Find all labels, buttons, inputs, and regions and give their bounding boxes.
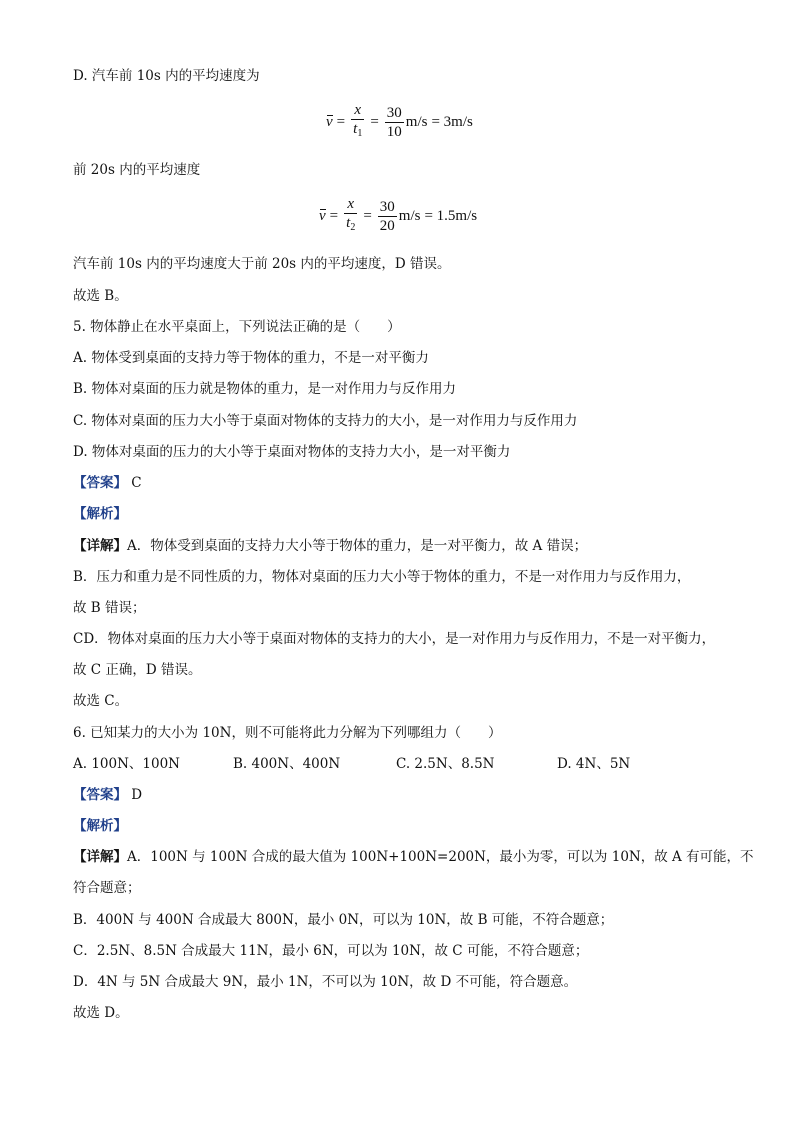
q6-option-c: C. 2.5N、8.5N bbox=[396, 756, 495, 772]
q6-option-a: A. 100N、100N bbox=[73, 756, 180, 772]
fraction-30-over-20: $\frac{30}{20}$ bbox=[379, 198, 395, 234]
formula-avg-speed-20s: v = $\frac{x}{t_2}$ = $\frac{30}{20}$ m/s = 1.5m/s bbox=[319, 195, 481, 237]
q5-option-b: B. 物体对桌面的压力就是物体的重力，是一对作用力与反作用力 bbox=[73, 381, 457, 397]
answer-tag: 【答案】 bbox=[73, 787, 127, 803]
q5-detail-line-5: 故 C 正确，D 错误。 bbox=[73, 662, 202, 678]
analysis-tag: 【解析】 bbox=[73, 506, 127, 522]
q4-d-mid: 前 20s 内的平均速度 bbox=[73, 162, 201, 178]
q5-answer: C bbox=[131, 475, 142, 491]
q5-option-a: A. 物体受到桌面的支持力等于物体的重力，不是一对平衡力 bbox=[73, 350, 429, 366]
q6-detail-line-5: D．4N 与 5N 合成最大 9N，最小 1N，不可以为 10N，故 D 不可能，符合题意。 bbox=[73, 974, 578, 990]
fraction-30-over-10: $\frac{30}{10}$ bbox=[386, 104, 402, 140]
q6-detail-line-2: 符合题意； bbox=[73, 880, 141, 896]
q5-detail-line-4: CD．物体对桌面的压力大小等于桌面对物体的支持力的大小，是一对作用力与反作用力，不是一对平衡力， bbox=[73, 631, 716, 647]
detail-tag: 【详解】 bbox=[73, 538, 127, 554]
q5-detail-line-3: 故 B 错误； bbox=[73, 600, 146, 616]
q6-detail-line-3: B．400N 与 400N 合成最大 800N，最小 0N，可以为 10N，故 B 可能，不符合题意； bbox=[73, 912, 614, 928]
q6-answer: D bbox=[131, 787, 143, 803]
q4-d-conclusion: 汽车前 10s 内的平均速度大于前 20s 内的平均速度，D 错误。 bbox=[73, 256, 451, 272]
q5-option-d: D. 物体对桌面的压力的大小等于桌面对物体的支持力大小，是一对平衡力 bbox=[73, 444, 511, 460]
q4-d-intro: D. 汽车前 10s 内的平均速度为 bbox=[73, 68, 260, 84]
q5-final-answer: 故选 C。 bbox=[73, 693, 129, 709]
formula-avg-speed-10s: v = $\frac{x}{t_1}$ = $\frac{30}{10}$ m/s = 3m/s bbox=[326, 101, 477, 143]
q6-option-b: B. 400N、400N bbox=[233, 756, 341, 772]
q5-detail-line-2: B．压力和重力是不同性质的力，物体对桌面的压力大小等于物体的重力，不是一对作用力与反作用力， bbox=[73, 569, 691, 585]
q6-analysis-row bbox=[73, 817, 127, 835]
v-bar-symbol: v bbox=[319, 207, 326, 224]
q6-answer-row bbox=[73, 786, 142, 804]
q6-detail-line-1: 【详解】A．100N 与 100N 合成的最大值为 100N+100N=200N，最小为零，可以为 10N，故 A 有可能，不 bbox=[73, 849, 754, 865]
q5-option-c: C. 物体对桌面的压力大小等于桌面对物体的支持力的大小，是一对作用力与反作用力 bbox=[73, 413, 578, 429]
q4-final-answer: 故选 B。 bbox=[73, 288, 128, 304]
q6-detail-line-4: C．2.5N、8.5N 合成最大 11N，最小 6N，可以为 10N，故 C 可能，不符合题意； bbox=[73, 943, 589, 959]
v-bar-symbol: v bbox=[326, 113, 333, 130]
q5-answer-row bbox=[73, 474, 142, 492]
analysis-tag: 【解析】 bbox=[73, 818, 127, 834]
fraction-x-over-t2: $\frac{x}{t_2}$ bbox=[346, 196, 356, 233]
answer-tag: 【答案】 bbox=[73, 475, 127, 491]
q5-stem: 5. 物体静止在水平桌面上，下列说法正确的是（ ） bbox=[73, 319, 401, 335]
fraction-x-over-t1: $\frac{x}{t_1}$ bbox=[353, 102, 363, 139]
q6-stem: 6. 已知某力的大小为 10N，则不可能将此力分解为下列哪组力（ ） bbox=[73, 725, 502, 741]
q6-option-d: D. 4N、5N bbox=[557, 756, 631, 772]
q5-detail-line-1: 【详解】A．物体受到桌面的支持力大小等于物体的重力，是一对平衡力，故 A 错误； bbox=[73, 538, 588, 554]
detail-tag: 【详解】 bbox=[73, 849, 127, 865]
q5-analysis-row bbox=[73, 505, 127, 523]
q6-final-answer: 故选 D。 bbox=[73, 1005, 129, 1021]
